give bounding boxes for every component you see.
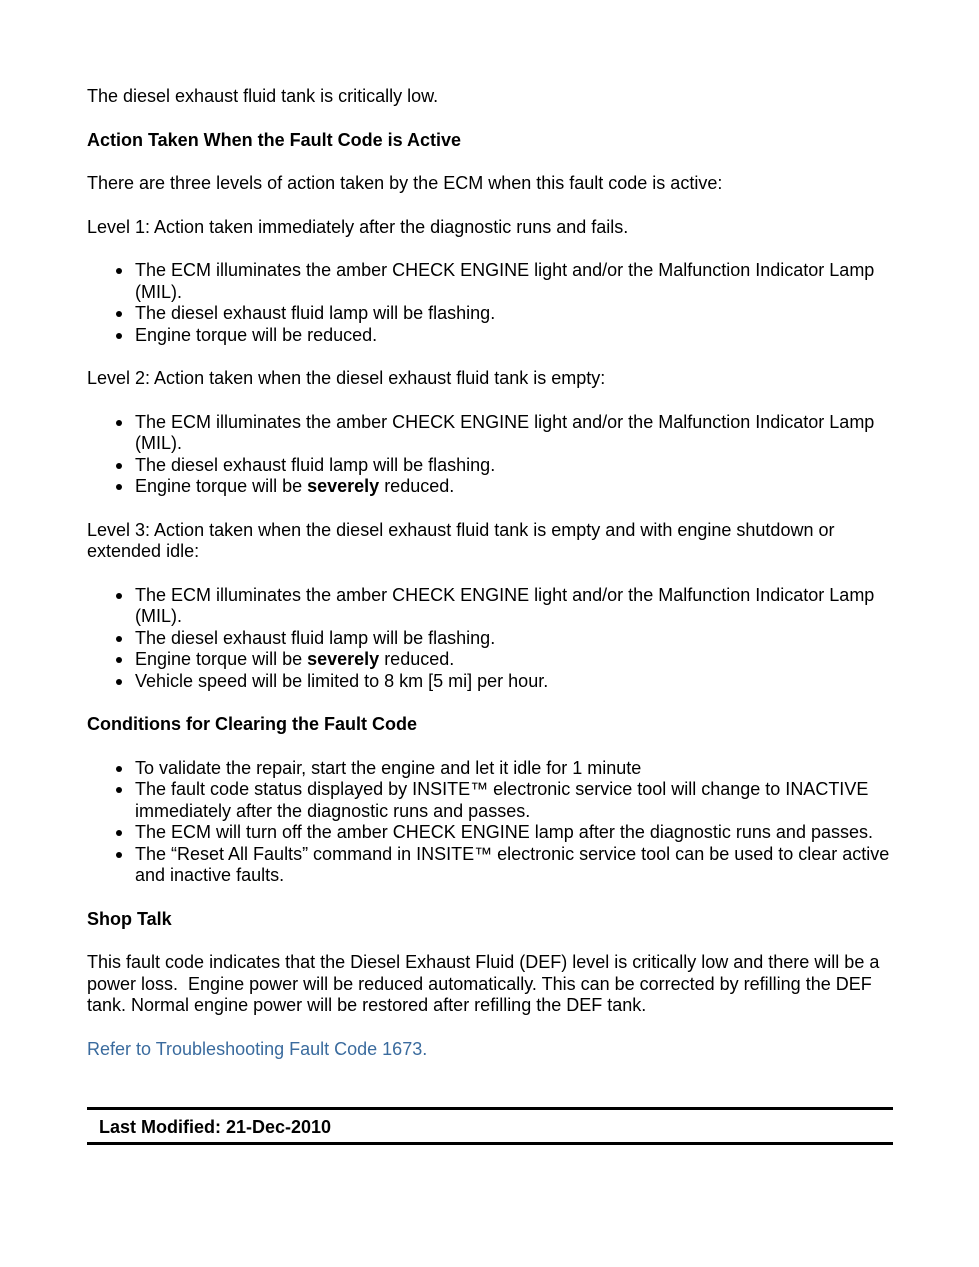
list-item: The fault code status displayed by INSITE™ electronic service tool will change to INACTIVE immediately after the diagnostic runs and passes. <box>135 779 893 822</box>
list-item <box>135 476 893 498</box>
last-modified: Last Modified: 21-Dec-2010 <box>99 1117 332 1137</box>
list-item: The diesel exhaust fluid lamp will be flashing. <box>135 628 893 650</box>
list-item: The ECM illuminates the amber CHECK ENGINE light and/or the Malfunction Indicator Lamp (MIL). <box>135 412 893 455</box>
level3-list <box>87 585 893 693</box>
torque-emphasis: severely <box>307 476 380 496</box>
list-item: Engine torque will be reduced. <box>135 325 893 347</box>
level2-title: Level 2: Action taken when the diesel exhaust fluid tank is empty: <box>87 368 606 388</box>
level1-list <box>87 260 893 346</box>
footer-bar <box>87 1107 893 1145</box>
list-item: The ECM illuminates the amber CHECK ENGINE light and/or the Malfunction Indicator Lamp (MIL). <box>135 260 893 303</box>
torque-post: reduced. <box>379 649 455 669</box>
list-item: Vehicle speed will be limited to 8 km [5 mi] per hour. <box>135 671 893 693</box>
level2-list <box>87 412 893 498</box>
torque-post: reduced. <box>379 476 455 496</box>
clearing-heading: Conditions for Clearing the Fault Code <box>87 714 417 734</box>
document-body <box>87 86 893 1082</box>
refer-fault-code-link[interactable]: Refer to Troubleshooting Fault Code 1673. <box>87 1038 428 1059</box>
refer-paragraph <box>87 1039 893 1061</box>
level1-title: Level 1: Action taken immediately after the diagnostic runs and fails. <box>87 216 629 237</box>
shop-talk-heading: Shop Talk <box>87 908 172 929</box>
intro-text: The diesel exhaust fluid tank is critically low. <box>87 86 439 106</box>
list-item: The diesel exhaust fluid lamp will be flashing. <box>135 455 893 477</box>
torque-pre: Engine torque will be <box>135 649 308 669</box>
list-item: The ECM illuminates the amber CHECK ENGINE light and/or the Malfunction Indicator Lamp (MIL). <box>135 585 893 628</box>
level3-title: Level 3: Action taken when the diesel exhaust fluid tank is empty and with engine shutdown or extended idle: <box>87 519 835 561</box>
clearing-list <box>87 758 893 887</box>
list-item: To validate the repair, start the engine and let it idle for 1 minute <box>135 758 893 780</box>
torque-pre: Engine torque will be <box>135 476 308 496</box>
action-intro: There are three levels of action taken by the ECM when this fault code is active: <box>87 173 723 193</box>
list-item: The ECM will turn off the amber CHECK ENGINE lamp after the diagnostic runs and passes. <box>135 822 893 844</box>
list-item: The “Reset All Faults” command in INSITE™ electronic service tool can be used to clear active and inactive faults. <box>135 844 893 887</box>
list-item <box>135 649 893 671</box>
action-heading: Action Taken When the Fault Code is Active <box>87 129 462 150</box>
list-item: The diesel exhaust fluid lamp will be flashing. <box>135 303 893 325</box>
torque-emphasis: severely <box>307 649 380 669</box>
shop-talk-text: This fault code indicates that the Diesel Exhaust Fluid (DEF) level is critically low and there will be a power loss. Engine power will be reduced automatically. This can be corrected by refilling the DEF tank. Normal engine power will be restored after refilling the DEF tank. <box>87 952 885 1015</box>
